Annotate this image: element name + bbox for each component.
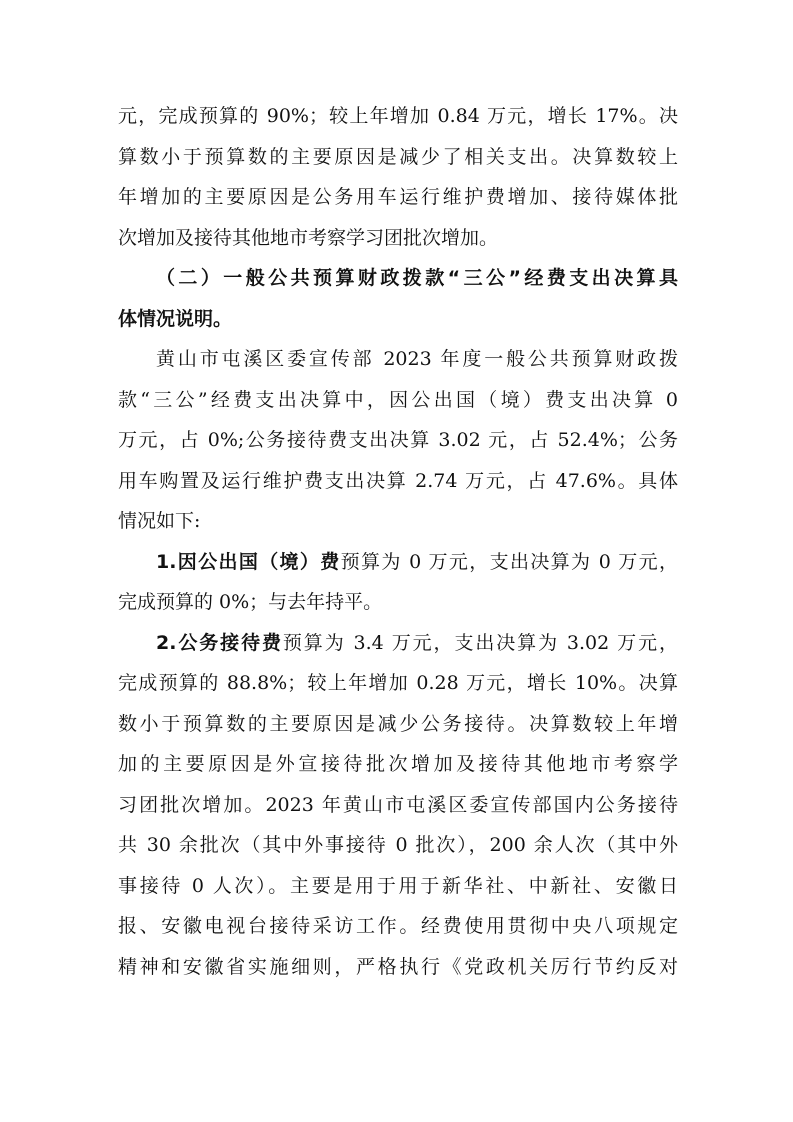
- intro-line: 元，完成预算的 90%；较上年增加 0.84 万元，增长 17%。决: [118, 105, 678, 127]
- item-line: 完成预算的 0%；与去年持平。: [118, 591, 383, 613]
- item-text: 预算为 3.4 万元，支出决算为 3.02 万元，: [282, 631, 678, 654]
- item-line: [118, 623, 678, 664]
- document-page: [118, 96, 678, 987]
- item-line: 完成预算的 88.8%；较上年增加 0.28 万元，增长 10%。决算: [118, 672, 678, 694]
- item-text: 预算为 0 万元，支出决算为 0 万元，: [340, 550, 678, 573]
- section-heading-line: 体情况说明。: [118, 307, 233, 330]
- item-line: 共 30 余批次（其中外事接待 0 批次），200 余人次（其中外: [118, 834, 678, 856]
- summary-line: 万元，占 0%;公务接待费支出决算 3.02 元，占 52.4%；公务: [118, 429, 678, 451]
- summary-line: 款“三公”经费支出决算中，因公出国（境）费支出决算 0: [118, 388, 678, 411]
- item-line: [118, 542, 678, 583]
- intro-paragraph: [118, 96, 678, 258]
- item-line: 事接待 0 人次）。主要是用于用于新华社、中新社、安徽日: [118, 874, 678, 897]
- summary-line: 情况如下:: [118, 510, 201, 532]
- item-line: 数小于预算数的主要原因是减少公务接待。决算数较上年增: [118, 712, 678, 735]
- item-line: 精神和安徽省实施细则，严格执行《党政机关厉行节约反对: [118, 955, 678, 978]
- item-line: 习团批次增加。2023 年黄山市屯溪区委宣传部国内公务接待: [118, 793, 678, 816]
- section-heading: [118, 258, 678, 339]
- section-heading-line: （二）一般公共预算财政拨款“三公”经费支出决算具: [156, 267, 678, 289]
- item-label: 2.公务接待费: [156, 631, 283, 654]
- intro-line: 次增加及接待其他地市考察学习团批次增加。: [118, 226, 499, 249]
- item-label: 1.因公出国（境）费: [156, 550, 341, 573]
- item-line: 报、安徽电视台接待采访工作。经费使用贯彻中央八项规定: [118, 915, 678, 937]
- item-overseas-expense: [118, 542, 678, 623]
- summary-line: 黄山市屯溪区委宣传部 2023 年度一般公共预算财政拨: [156, 348, 678, 370]
- summary-paragraph: [118, 339, 678, 542]
- item-reception-expense: [118, 623, 678, 988]
- summary-line: 用车购置及运行维护费支出决算 2.74 万元，占 47.6%。具体: [118, 469, 678, 492]
- intro-line: 算数小于预算数的主要原因是减少了相关支出。决算数较上: [118, 145, 678, 168]
- intro-line: 年增加的主要原因是公务用车运行维护费增加、接待媒体批: [118, 186, 678, 208]
- item-line: 加的主要原因是外宣接待批次增加及接待其他地市考察学: [118, 753, 678, 775]
